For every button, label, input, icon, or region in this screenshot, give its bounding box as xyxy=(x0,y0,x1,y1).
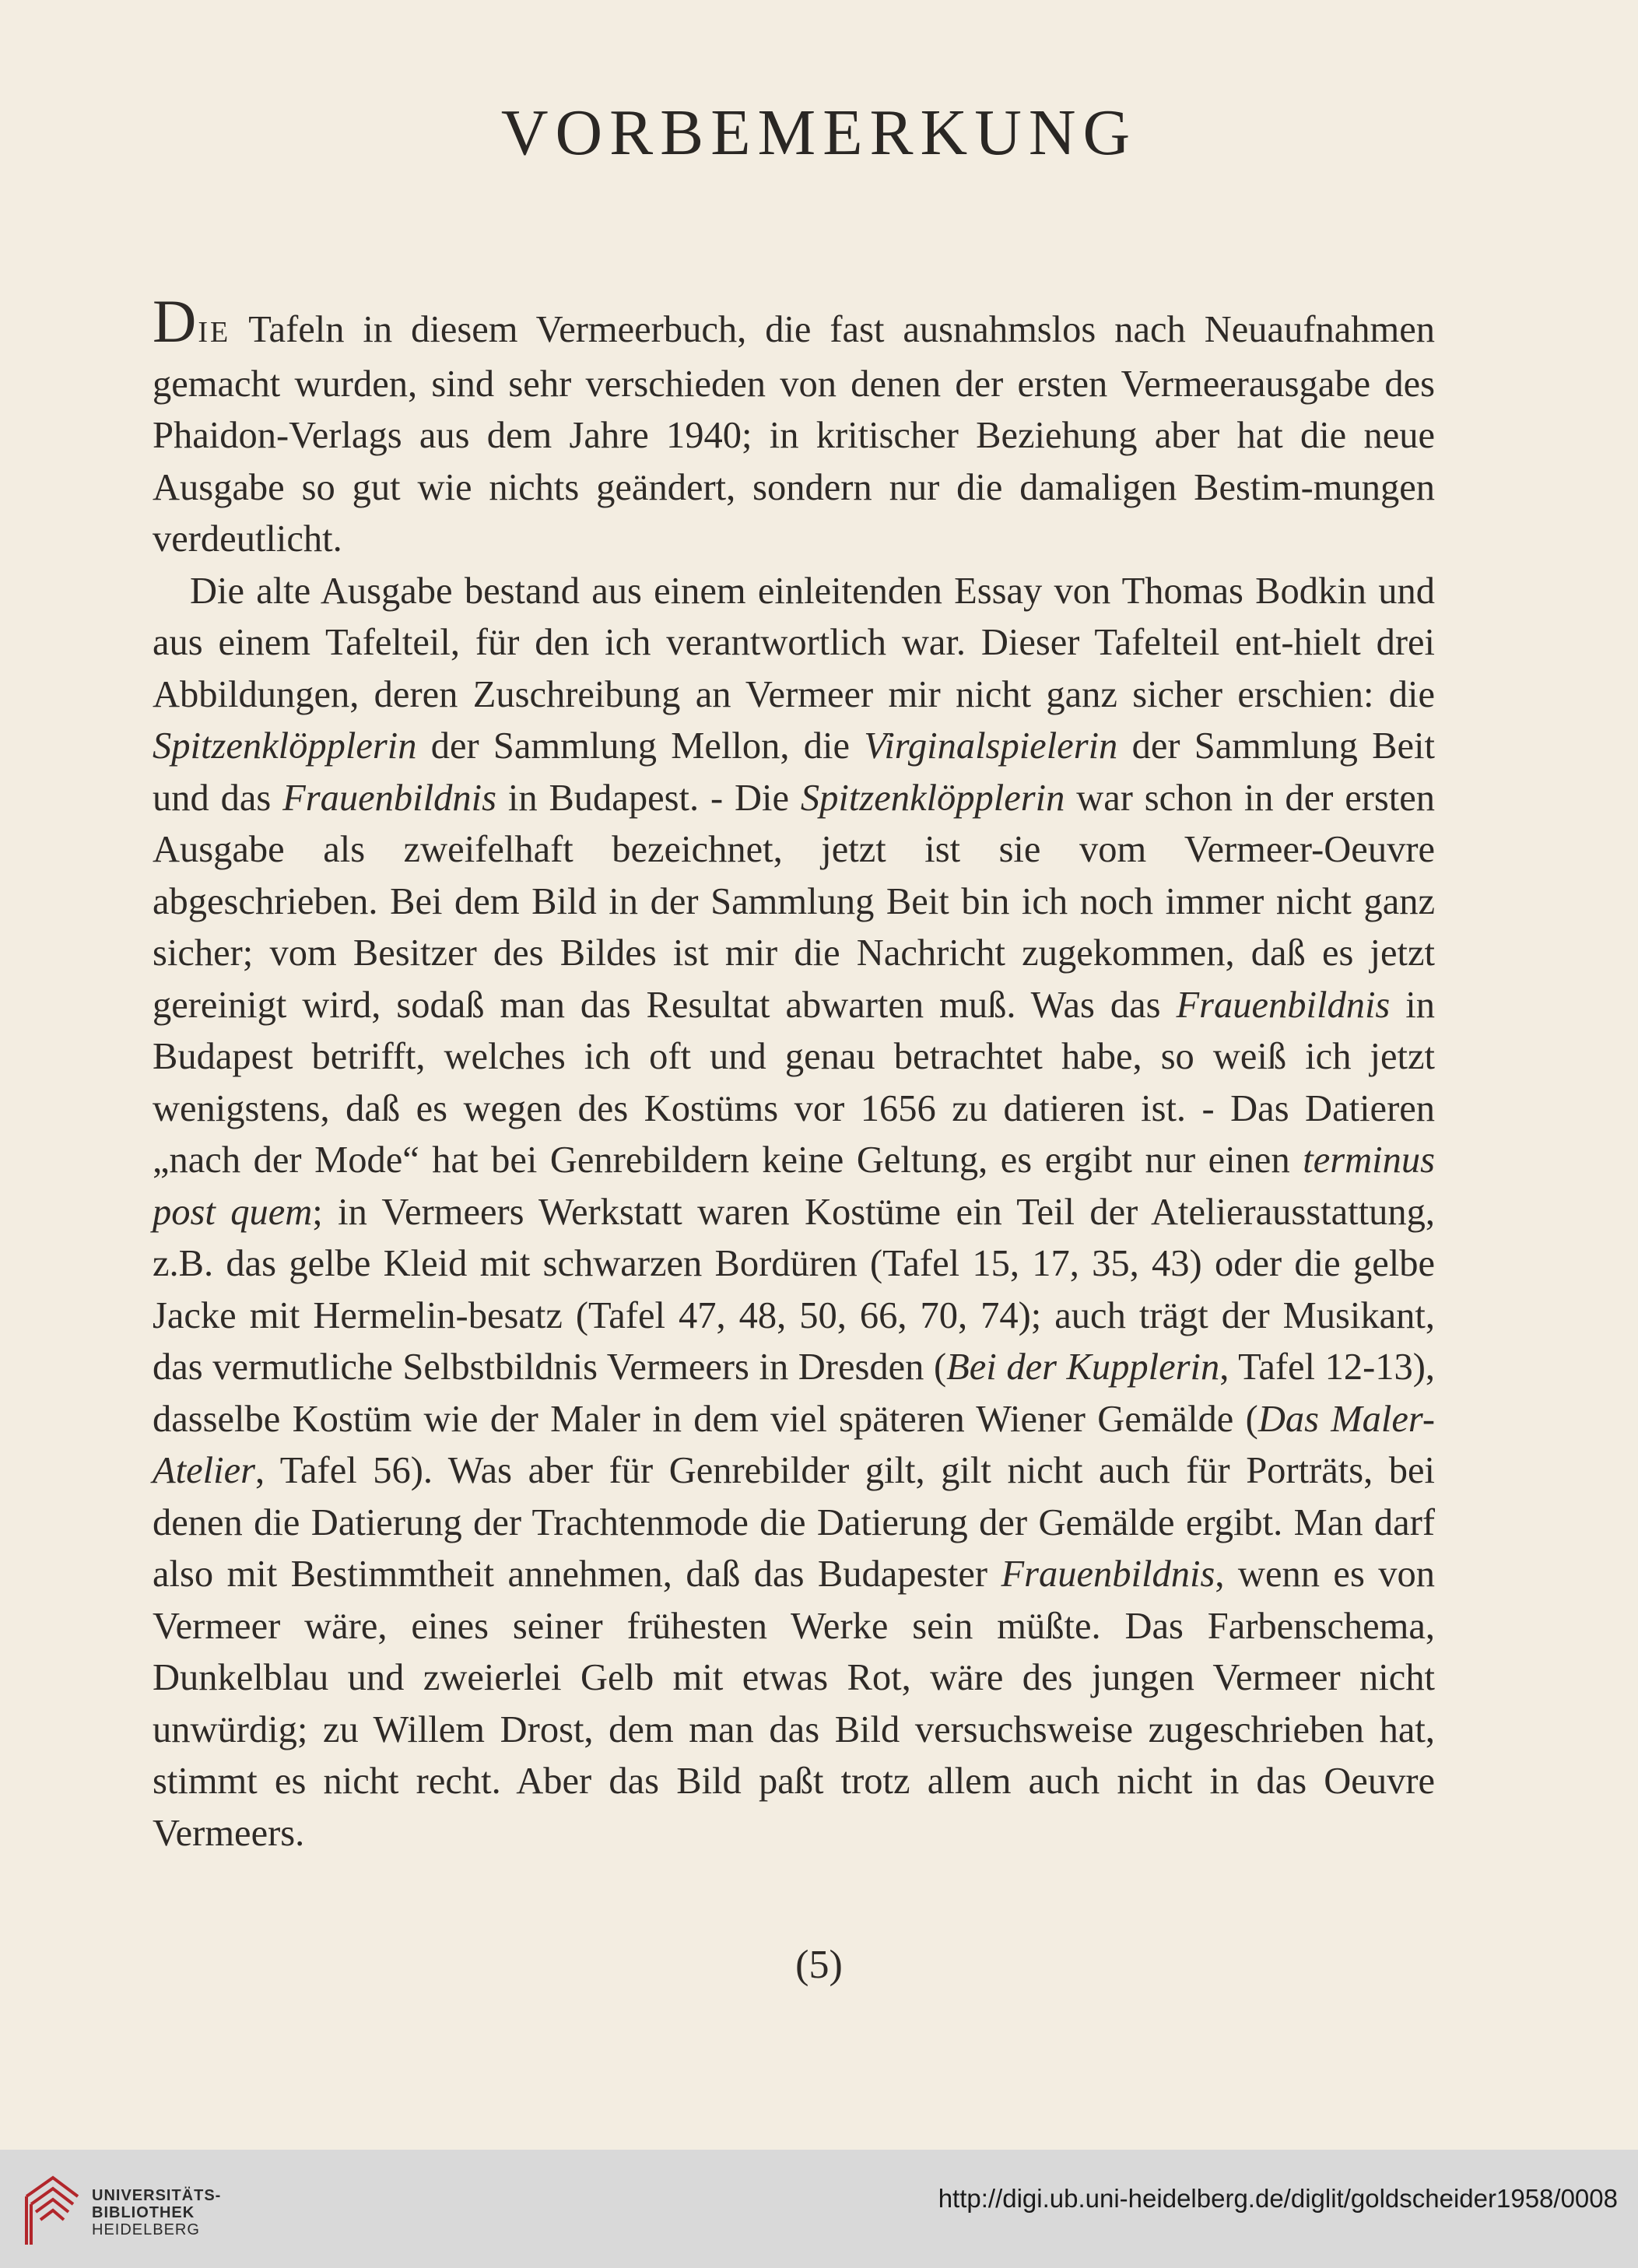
paragraph-2 xyxy=(153,566,1435,1860)
text-run: Tafeln in diesem Vermeerbuch, die fast ausnahmslos nach Neuaufnahmen gemacht wurden, sind sehr verschieden von denen der ersten Vermeerausgabe des Phaidon-Verlags aus dem Jahre 1940; in kritischer Beziehung aber hat die neue Ausgabe so gut wie nichts geändert, sondern nur die damaligen Bestim-mungen verdeutlicht. xyxy=(153,309,1435,560)
source-url-link[interactable]: http://digi.ub.uni-heidelberg.de/diglit/goldscheider1958/0008 xyxy=(938,2184,1618,2213)
text-run: Die alte Ausgabe bestand aus einem einleitenden Essay von Thomas Bodkin und aus einem Tafelteil, für den ich verantwortlich war. Dieser Tafelteil ent-hielt drei Abbildungen, deren Zuschreibung an Vermeer mir nicht ganz sicher erschien: die xyxy=(153,570,1435,715)
italic-title: Bei der Kupplerin xyxy=(946,1346,1220,1388)
text-run: , Tafel 12-13), dasselbe Kostüm wie der Maler in dem viel späteren Wiener Gemälde ( xyxy=(153,1346,1435,1440)
small-caps-word: IE xyxy=(198,316,231,349)
text-run: ; in Vermeers Werkstatt waren Kostüme ein Teil der Atelierausstattung, z.B. das gelbe Kleid mit schwarzen Bordüren (Tafel 15, 17, 35, 43) oder die gelbe Jacke mit Hermelin-besatz (Tafel 47, 48, 50, 66, 70, 74); auch trägt der Musikant, das vermutliche Selbstbildnis Vermeers in Dresden ( xyxy=(153,1191,1435,1388)
library-logo-icon xyxy=(22,2173,82,2248)
text-run: war schon in der ersten Ausgabe als zweifelhaft bezeichnet, jetzt ist sie vom Vermeer-Oeuvre abgeschrieben. Bei dem Bild in der Sammlung Beit bin ich noch immer nicht ganz sicher; vom Besitzer des Bildes ist mir die Nachricht zugekommen, daß es jetzt gereinigt wird, sodaß man das Resultat abwarten muß. Was das xyxy=(153,777,1436,1026)
library-name-line-1: UNIVERSITÄTS- xyxy=(92,2187,222,2204)
library-name-line-3: HEIDELBERG xyxy=(92,2221,200,2238)
italic-title: Virginalspielerin xyxy=(864,725,1118,767)
italic-title: Frauenbildnis xyxy=(1001,1554,1215,1595)
italic-title: Spitzenklöpplerin xyxy=(153,725,417,767)
page-title: VORBEMERKUNG xyxy=(500,97,1138,169)
library-name xyxy=(92,2187,221,2238)
italic-title: Das Maler-Atelier xyxy=(153,1398,1435,1491)
italic-title: terminus post quem xyxy=(153,1139,1435,1233)
drop-cap: D xyxy=(153,287,198,355)
italic-title: Spitzenklöpplerin xyxy=(800,777,1065,819)
text-run: der Sammlung Mellon, die xyxy=(416,725,865,767)
text-run: , Tafel 56). Was aber für Genrebilder gilt, gilt nicht auch für Porträts, bei denen die Datierung der Trachtenmode die Datierung der Gemälde ergibt. Man darf also mit Bestimmtheit annehmen, daß das Budapester xyxy=(153,1450,1435,1595)
body-text xyxy=(153,287,1436,1859)
text-run: der Sammlung Beit und das xyxy=(153,725,1435,819)
italic-title: Frauenbildnis xyxy=(282,777,496,819)
text-run: in Budapest. - Die xyxy=(496,777,801,819)
text-run: in Budapest betrifft, welches ich oft und genau betrachtet habe, so weiß ich jetzt wenigstens, daß es wegen des Kostüms vor 1656 zu datieren ist. - Das Datieren „nach der Mode“ hat bei Genrebildern keine Geltung, es ergibt nur einen xyxy=(153,984,1435,1181)
library-name-line-2: BIBLIOTHEK xyxy=(92,2204,195,2221)
paragraph-1 xyxy=(153,287,1435,566)
text-run: , wenn es von Vermeer wäre, eines seiner frühesten Werke sein müßte. Das Farbenschema, Dunkelblau und zweierlei Gelb mit etwas Rot, wäre des jungen Vermeer nicht unwürdig; zu Willem Drost, dem man das Bild versuchsweise zugeschrieben hat, stimmt es nicht recht. Aber das Bild paßt trotz allem auch nicht in das Oeuvre Vermeers. xyxy=(153,1554,1436,1854)
viewer-footer xyxy=(0,2150,1638,2268)
page-number: (5) xyxy=(795,1943,843,1987)
italic-title: Frauenbildnis xyxy=(1176,984,1391,1026)
